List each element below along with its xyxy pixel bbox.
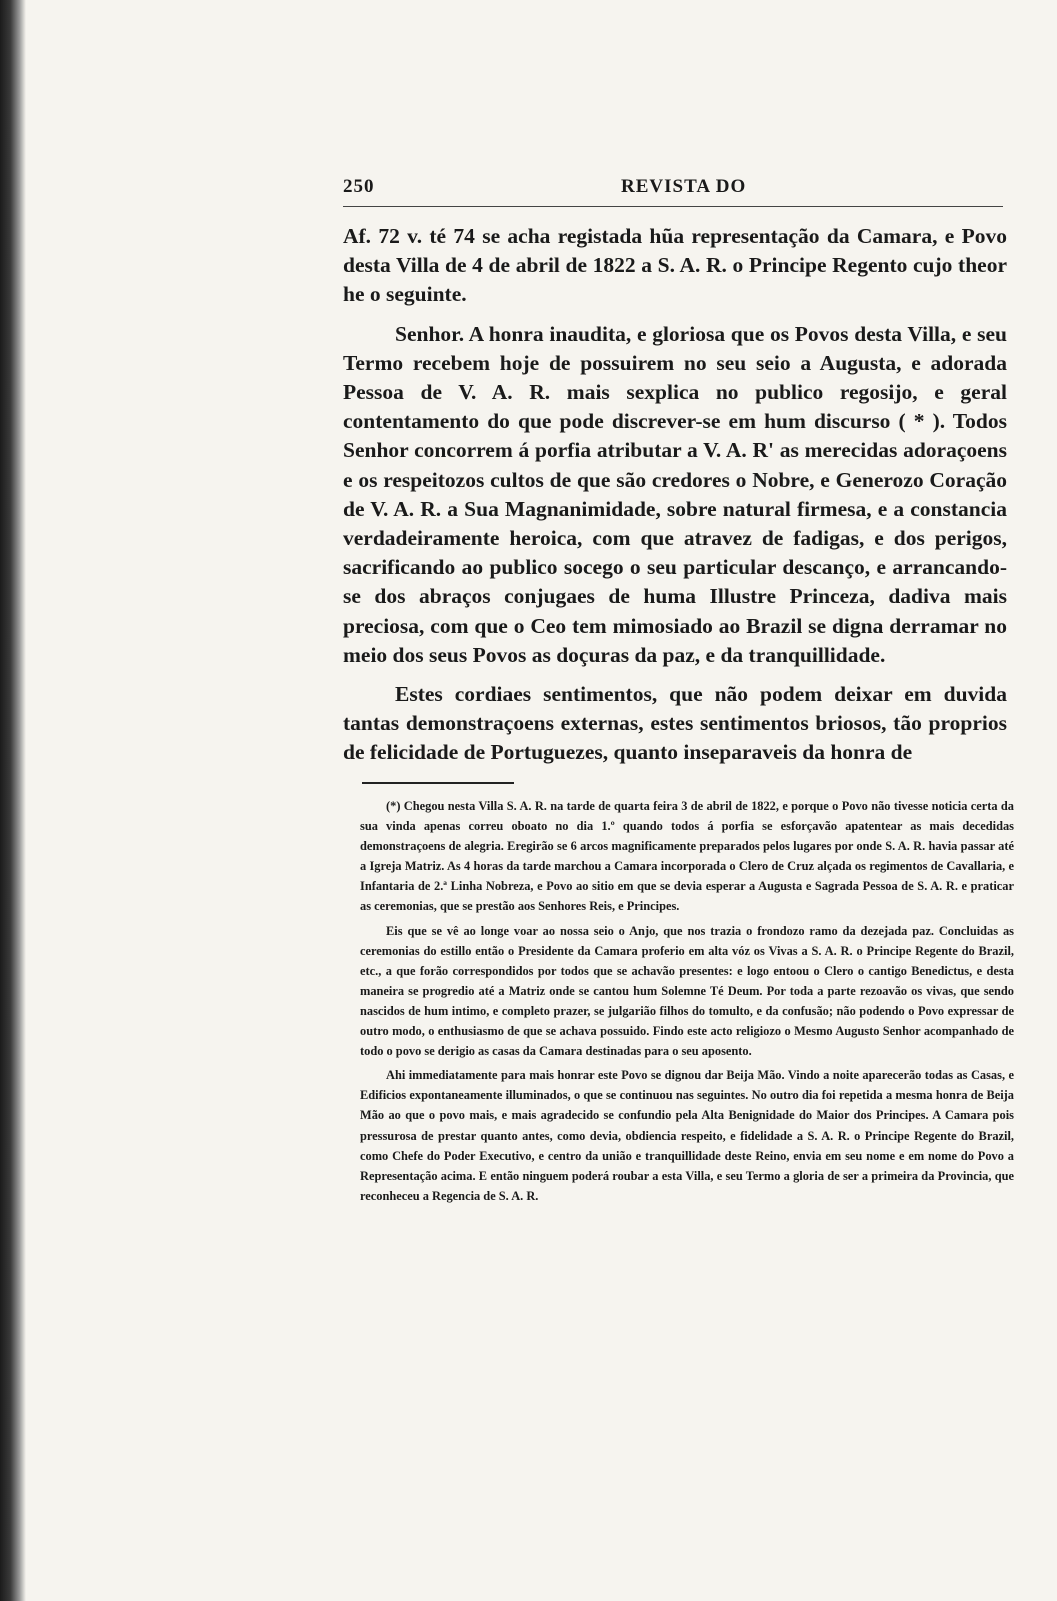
page-header: [343, 176, 1003, 206]
body-paragraph: Senhor. A honra inaudita, e gloriosa que os Povos desta Villa, e seu Termo recebem hoje de possuirem no seu seio a Augusta, e adorada Pessoa de V. A. R. mais sexplica no publico regosijo, e geral contentamento do que pode discrever-se em hum discurso ( * ). Todos Senhor concorrem á porfia atributar a V. A. R' as merecidas adoraçoens e os respeitozos cultos de que são credores o Nobre, e Generozo Coração de V. A. R. a Sua Magnanimidade, sobre natural firmesa, e a constancia verdadeiramente heroica, com que atravez de fadigas, e dos perigos, sacrificando ao publico socego o seu particular descanço, e arrancando-se dos abraços conjugaes de huma Illustre Princeza, dadiva mais preciosa, com que o Ceo tem mimosiado ao Brazil se digna derramar no meio dos seus Povos as doçuras da paz, e da tranquillidade.: [343, 321, 1007, 667]
body-paragraph: Estes cordiaes sentimentos, que não podem deixar em duvida tantas demonstraçoens externas, estes sentimentos briosos, tão proprios de felicidade de Portuguezes, quanto inseparaveis da honra de: [343, 682, 1007, 765]
main-text: [343, 222, 1007, 778]
page-number: 250: [343, 176, 375, 197]
running-title: REVISTA DO: [621, 176, 747, 197]
book-spine-shadow: [0, 0, 26, 1601]
footnote-paragraph: Ahi immediatamente para mais honrar este Povo se dignou dar Beija Mão. Vindo a noite aparecerão todas as Casas, e Edificios expontaneamente illuminados, o que se continuou nas seguintes. No outro dia foi repetida a mesma honra de Beija Mão ao que o povo mais, e mais agradecido se confundio pela Alta Benignidade do Maior dos Principes. A Camara pois pressurosa de prestar quanto antes, como devia, obdiencia respeito, e fidelidade a S. A. R. o Principe Regente do Brazil, como Chefe do Poder Executivo, e centro da união e tranquillidade deste Reino, envia em seu nome e em nome do Povo a Representação acima. E então ninguem poderá roubar a esta Villa, e seu Termo a gloria de ser a primeira da Provincia, que reconheceu a Regencia de S. A. R.: [360, 1068, 1014, 1203]
footnotes: [360, 796, 1014, 1210]
footnote-paragraph: Eis que se vê ao longe voar ao nossa seio o Anjo, que nos trazia o frondozo ramo da dezejada paz. Concluidas as ceremonias do estillo então o Presidente da Camara proferio em alta vóz os Vivas a S. A. R. o Principe Regente do Brazil, etc., a que forão correspondidos por todos que se achavão presentes: e logo entoou o Clero o cantigo Benedictus, e desta maneira se progredio até a Matriz onde se cantou hum Solemne Té Deum. Por toda a parte rezoavão os vivas, que sendo nascidos de hum intimo, e completo prazer, se julgarião filhos do tomulto, e da confusão; não podendo o Povo expressar de outro modo, o enthusiasmo de que se achava possuido. Findo este acto religiozo o Mesmo Augusto Senhor acompanhado de todo o povo se derigio as casas da Camara destinadas para o seu aposento.: [360, 923, 1014, 1059]
header-rule: [343, 206, 1003, 207]
footnote-rule: [362, 782, 514, 784]
footnote-paragraph: (*) Chegou nesta Villa S. A. R. na tarde de quarta feira 3 de abril de 1822, e porque o Povo não tivesse noticia certa da sua vinda apenas correu oboato no dia 1.º quando todos á porfia se esforçavão apatentear as mais decedidas demonstraçoens de alegria. Eregirão se 6 arcos magnificamente preparados pelos lugares por onde S. A. R. havia passar até a Igreja Matriz. As 4 horas da tarde marchou a Camara incorporada o Clero de Cruz alçada os regimentos de Cavallaria, e Infantaria de 2.ª Linha Nobreza, e Povo ao sitio em que se devia esperar a Augusta e Sagrada Pessoa de S. A. R. e praticar as ceremonias, que se prestão aos Senhores Reis, e Principes.: [360, 799, 1014, 914]
body-paragraph: Af. 72 v. té 74 se acha registada hũa representação da Camara, e Povo desta Villa de 4 de abril de 1822 a S. A. R. o Principe Regento cujo theor he o seguinte.: [343, 224, 1007, 307]
